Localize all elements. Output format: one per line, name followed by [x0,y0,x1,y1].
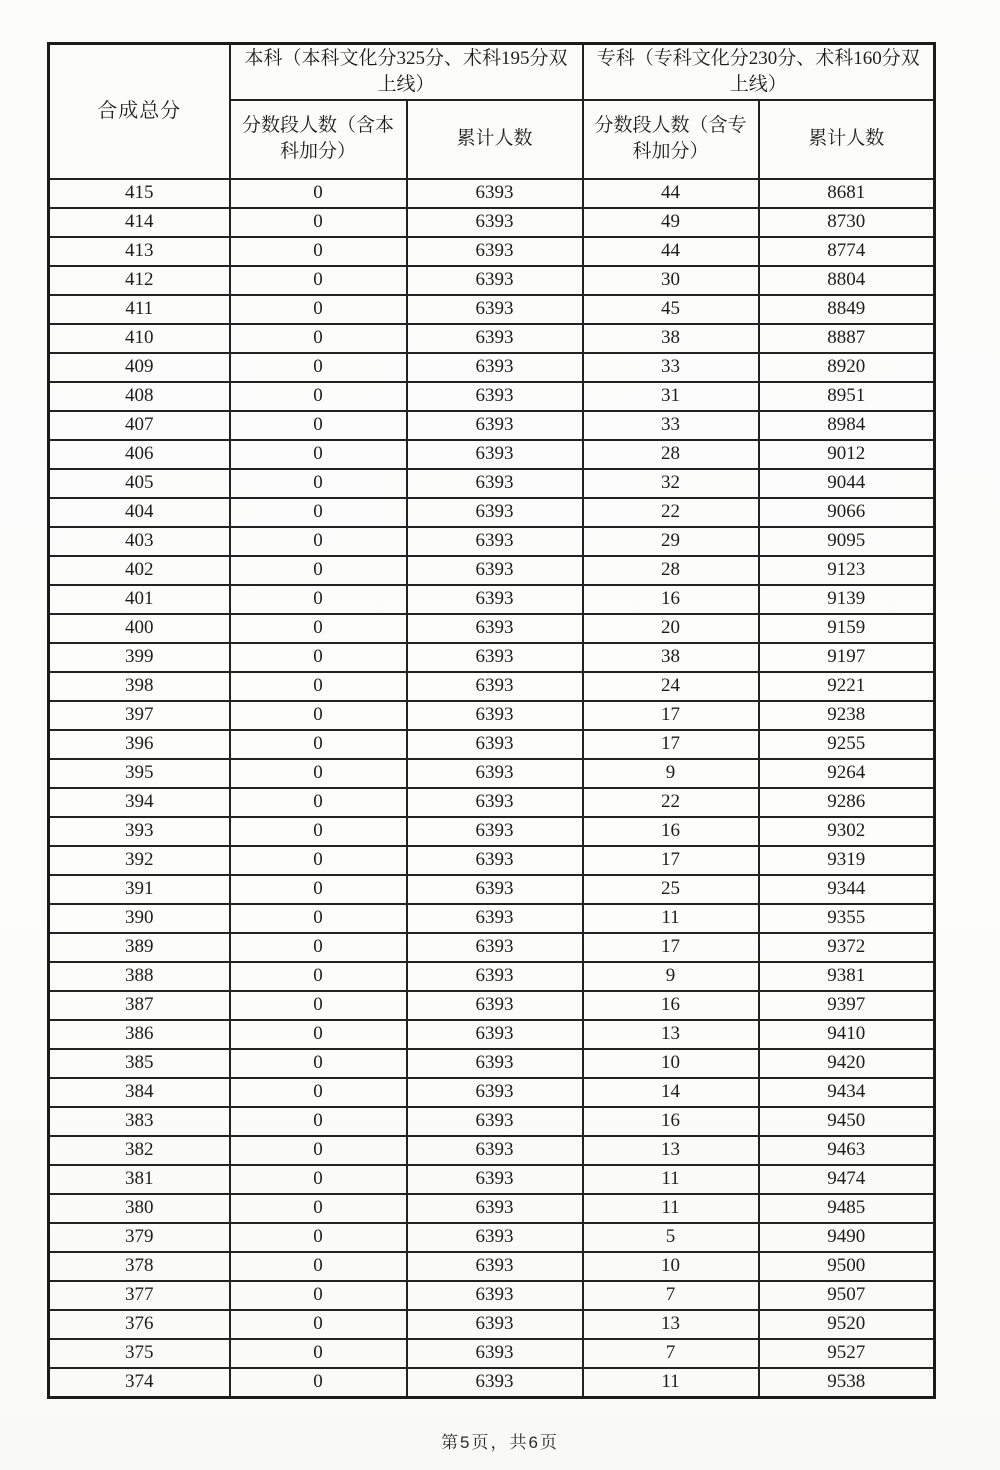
table-row [49,208,935,237]
benke-cumulative-cell: 6393 [407,672,583,701]
group-header-row [49,44,935,100]
zhuanke-cumulative-cell: 8804 [759,266,935,295]
zhuanke-segment-count-cell: 7 [583,1339,759,1368]
composite-score-cell: 404 [49,498,230,527]
benke-segment-count-cell: 0 [230,1049,407,1078]
composite-score-cell: 410 [49,324,230,353]
composite-score-cell: 391 [49,875,230,904]
benke-segment-count-cell: 0 [230,701,407,730]
benke-segment-count-cell: 0 [230,411,407,440]
composite-score-cell: 380 [49,1194,230,1223]
composite-score-cell: 387 [49,991,230,1020]
benke-cumulative-cell: 6393 [407,788,583,817]
corner-header-composite-score: 合成总分 [49,44,230,179]
zhuanke-cumulative-cell: 8681 [759,179,935,208]
zhuanke-segment-count-cell: 29 [583,527,759,556]
group-header-benke: 本科（本科文化分325分、术科195分双上线） [230,44,583,100]
benke-cumulative-cell: 6393 [407,266,583,295]
table-row [49,1049,935,1078]
benke-cumulative-cell: 6393 [407,962,583,991]
zhuanke-segment-count-cell: 10 [583,1252,759,1281]
benke-segment-count-cell: 0 [230,1252,407,1281]
table-row [49,324,935,353]
composite-score-cell: 403 [49,527,230,556]
table-row [49,353,935,382]
zhuanke-segment-count-cell: 31 [583,382,759,411]
composite-score-cell: 385 [49,1049,230,1078]
zhuanke-cumulative-cell: 8849 [759,295,935,324]
benke-segment-count-cell: 0 [230,614,407,643]
composite-score-cell: 393 [49,817,230,846]
benke-segment-count-cell: 0 [230,846,407,875]
zhuanke-cumulative-cell: 9450 [759,1107,935,1136]
benke-segment-count-cell: 0 [230,1107,407,1136]
table-header [49,44,935,179]
zhuanke-segment-count-cell: 16 [583,585,759,614]
benke-segment-count-cell: 0 [230,469,407,498]
zhuanke-segment-count-cell: 25 [583,875,759,904]
benke-segment-count-cell: 0 [230,672,407,701]
benke-segment-count-cell: 0 [230,1194,407,1223]
composite-score-cell: 381 [49,1165,230,1194]
table-row [49,846,935,875]
zhuanke-cumulative-cell: 9381 [759,962,935,991]
benke-segment-count-cell: 0 [230,498,407,527]
zhuanke-cumulative-cell: 9319 [759,846,935,875]
composite-score-cell: 375 [49,1339,230,1368]
zhuanke-segment-count-cell: 13 [583,1020,759,1049]
table-row [49,1194,935,1223]
zhuanke-cumulative-cell: 9255 [759,730,935,759]
zhuanke-segment-count-cell: 38 [583,643,759,672]
zhuanke-segment-count-cell: 49 [583,208,759,237]
zhuanke-segment-count-cell: 32 [583,469,759,498]
composite-score-cell: 383 [49,1107,230,1136]
benke-cumulative-cell: 6393 [407,1165,583,1194]
composite-score-cell: 413 [49,237,230,266]
zhuanke-cumulative-cell: 9372 [759,933,935,962]
benke-segment-count-cell: 0 [230,962,407,991]
zhuanke-cumulative-cell: 9397 [759,991,935,1020]
zhuanke-cumulative-cell: 9264 [759,759,935,788]
sub-header-benke-cumulative: 累计人数 [407,100,583,179]
zhuanke-cumulative-cell: 9095 [759,527,935,556]
benke-cumulative-cell: 6393 [407,1107,583,1136]
benke-segment-count-cell: 0 [230,382,407,411]
table-row [49,759,935,788]
zhuanke-cumulative-cell: 9538 [759,1368,935,1398]
zhuanke-segment-count-cell: 33 [583,411,759,440]
composite-score-cell: 377 [49,1281,230,1310]
zhuanke-cumulative-cell: 9485 [759,1194,935,1223]
benke-segment-count-cell: 0 [230,527,407,556]
benke-segment-count-cell: 0 [230,875,407,904]
zhuanke-cumulative-cell: 8984 [759,411,935,440]
benke-segment-count-cell: 0 [230,933,407,962]
composite-score-cell: 390 [49,904,230,933]
table-row [49,933,935,962]
zhuanke-segment-count-cell: 38 [583,324,759,353]
composite-score-cell: 400 [49,614,230,643]
zhuanke-cumulative-cell: 9420 [759,1049,935,1078]
zhuanke-cumulative-cell: 9490 [759,1223,935,1252]
table-row [49,266,935,295]
composite-score-cell: 378 [49,1252,230,1281]
table-body [49,179,935,1398]
benke-cumulative-cell: 6393 [407,1194,583,1223]
benke-cumulative-cell: 6393 [407,1078,583,1107]
composite-score-cell: 398 [49,672,230,701]
benke-segment-count-cell: 0 [230,585,407,614]
table-row [49,1165,935,1194]
table-row [49,962,935,991]
table-row [49,1078,935,1107]
composite-score-cell: 407 [49,411,230,440]
composite-score-cell: 415 [49,179,230,208]
group-header-zhuanke: 专科（专科文化分230分、术科160分双上线） [583,44,935,100]
zhuanke-segment-count-cell: 13 [583,1136,759,1165]
zhuanke-cumulative-cell: 9474 [759,1165,935,1194]
zhuanke-segment-count-cell: 30 [583,266,759,295]
zhuanke-segment-count-cell: 11 [583,1165,759,1194]
table-row [49,1107,935,1136]
composite-score-cell: 395 [49,759,230,788]
table-row [49,730,935,759]
zhuanke-cumulative-cell: 9507 [759,1281,935,1310]
table-row [49,643,935,672]
composite-score-cell: 382 [49,1136,230,1165]
benke-segment-count-cell: 0 [230,730,407,759]
composite-score-cell: 394 [49,788,230,817]
composite-score-cell: 412 [49,266,230,295]
zhuanke-cumulative-cell: 9238 [759,701,935,730]
sub-header-benke-segment-count: 分数段人数（含本科加分） [230,100,407,179]
benke-cumulative-cell: 6393 [407,1223,583,1252]
zhuanke-segment-count-cell: 16 [583,817,759,846]
zhuanke-cumulative-cell: 9355 [759,904,935,933]
zhuanke-cumulative-cell: 9139 [759,585,935,614]
zhuanke-segment-count-cell: 28 [583,440,759,469]
zhuanke-segment-count-cell: 17 [583,846,759,875]
benke-segment-count-cell: 0 [230,1020,407,1049]
table-row [49,788,935,817]
table-row [49,1136,935,1165]
benke-cumulative-cell: 6393 [407,324,583,353]
benke-segment-count-cell: 0 [230,237,407,266]
table-row [49,237,935,266]
benke-segment-count-cell: 0 [230,991,407,1020]
benke-cumulative-cell: 6393 [407,701,583,730]
benke-cumulative-cell: 6393 [407,585,583,614]
composite-score-cell: 414 [49,208,230,237]
benke-cumulative-cell: 6393 [407,817,583,846]
benke-cumulative-cell: 6393 [407,1339,583,1368]
zhuanke-cumulative-cell: 9123 [759,556,935,585]
table-row [49,817,935,846]
benke-cumulative-cell: 6393 [407,643,583,672]
benke-cumulative-cell: 6393 [407,1020,583,1049]
zhuanke-segment-count-cell: 7 [583,1281,759,1310]
zhuanke-segment-count-cell: 24 [583,672,759,701]
benke-segment-count-cell: 0 [230,1078,407,1107]
table-row [49,1281,935,1310]
benke-segment-count-cell: 0 [230,179,407,208]
zhuanke-segment-count-cell: 28 [583,556,759,585]
table-row [49,1310,935,1339]
zhuanke-cumulative-cell: 9520 [759,1310,935,1339]
benke-segment-count-cell: 0 [230,1310,407,1339]
zhuanke-segment-count-cell: 9 [583,759,759,788]
zhuanke-segment-count-cell: 9 [583,962,759,991]
benke-cumulative-cell: 6393 [407,353,583,382]
benke-cumulative-cell: 6393 [407,440,583,469]
zhuanke-segment-count-cell: 22 [583,498,759,527]
benke-cumulative-cell: 6393 [407,846,583,875]
table-row [49,382,935,411]
benke-cumulative-cell: 6393 [407,382,583,411]
composite-score-cell: 379 [49,1223,230,1252]
zhuanke-segment-count-cell: 17 [583,933,759,962]
zhuanke-segment-count-cell: 33 [583,353,759,382]
benke-cumulative-cell: 6393 [407,208,583,237]
page-footer: 第5页，共6页 [441,1433,559,1452]
benke-segment-count-cell: 0 [230,556,407,585]
zhuanke-cumulative-cell: 9302 [759,817,935,846]
composite-score-cell: 409 [49,353,230,382]
table-row [49,1020,935,1049]
table-row [49,1252,935,1281]
zhuanke-segment-count-cell: 13 [583,1310,759,1339]
zhuanke-cumulative-cell: 9197 [759,643,935,672]
table-row [49,585,935,614]
zhuanke-segment-count-cell: 14 [583,1078,759,1107]
benke-segment-count-cell: 0 [230,1368,407,1398]
benke-cumulative-cell: 6393 [407,1281,583,1310]
benke-segment-count-cell: 0 [230,1281,407,1310]
table-row [49,179,935,208]
composite-score-cell: 386 [49,1020,230,1049]
benke-segment-count-cell: 0 [230,1136,407,1165]
benke-segment-count-cell: 0 [230,1165,407,1194]
zhuanke-cumulative-cell: 9344 [759,875,935,904]
sub-header-zhuanke-cumulative: 累计人数 [759,100,935,179]
composite-score-cell: 392 [49,846,230,875]
benke-segment-count-cell: 0 [230,643,407,672]
zhuanke-segment-count-cell: 44 [583,179,759,208]
zhuanke-cumulative-cell: 9066 [759,498,935,527]
zhuanke-cumulative-cell: 9410 [759,1020,935,1049]
benke-segment-count-cell: 0 [230,295,407,324]
benke-segment-count-cell: 0 [230,208,407,237]
zhuanke-cumulative-cell: 9012 [759,440,935,469]
zhuanke-segment-count-cell: 44 [583,237,759,266]
zhuanke-cumulative-cell: 8951 [759,382,935,411]
zhuanke-cumulative-cell: 8774 [759,237,935,266]
benke-segment-count-cell: 0 [230,1339,407,1368]
composite-score-cell: 399 [49,643,230,672]
benke-segment-count-cell: 0 [230,353,407,382]
zhuanke-segment-count-cell: 5 [583,1223,759,1252]
benke-cumulative-cell: 6393 [407,556,583,585]
composite-score-cell: 397 [49,701,230,730]
zhuanke-cumulative-cell: 8887 [759,324,935,353]
zhuanke-cumulative-cell: 9434 [759,1078,935,1107]
benke-cumulative-cell: 6393 [407,875,583,904]
benke-cumulative-cell: 6393 [407,991,583,1020]
benke-cumulative-cell: 6393 [407,1136,583,1165]
table-row [49,440,935,469]
zhuanke-cumulative-cell: 9159 [759,614,935,643]
composite-score-cell: 374 [49,1368,230,1398]
benke-cumulative-cell: 6393 [407,237,583,266]
composite-score-cell: 408 [49,382,230,411]
zhuanke-segment-count-cell: 11 [583,1368,759,1398]
table-row [49,556,935,585]
composite-score-cell: 405 [49,469,230,498]
zhuanke-cumulative-cell: 9500 [759,1252,935,1281]
composite-score-cell: 389 [49,933,230,962]
benke-cumulative-cell: 6393 [407,1049,583,1078]
benke-cumulative-cell: 6393 [407,759,583,788]
score-distribution-table [47,42,936,1399]
zhuanke-segment-count-cell: 11 [583,904,759,933]
benke-segment-count-cell: 0 [230,1223,407,1252]
composite-score-cell: 401 [49,585,230,614]
zhuanke-segment-count-cell: 17 [583,701,759,730]
zhuanke-segment-count-cell: 17 [583,730,759,759]
composite-score-cell: 402 [49,556,230,585]
zhuanke-cumulative-cell: 9527 [759,1339,935,1368]
table-row [49,614,935,643]
composite-score-cell: 406 [49,440,230,469]
zhuanke-segment-count-cell: 11 [583,1194,759,1223]
zhuanke-segment-count-cell: 45 [583,295,759,324]
benke-cumulative-cell: 6393 [407,933,583,962]
benke-cumulative-cell: 6393 [407,527,583,556]
zhuanke-cumulative-cell: 9286 [759,788,935,817]
benke-cumulative-cell: 6393 [407,179,583,208]
table-row [49,1223,935,1252]
zhuanke-cumulative-cell: 8730 [759,208,935,237]
benke-cumulative-cell: 6393 [407,469,583,498]
benke-segment-count-cell: 0 [230,788,407,817]
benke-segment-count-cell: 0 [230,440,407,469]
table-row [49,527,935,556]
benke-cumulative-cell: 6393 [407,498,583,527]
benke-cumulative-cell: 6393 [407,1310,583,1339]
table-row [49,498,935,527]
benke-cumulative-cell: 6393 [407,904,583,933]
composite-score-cell: 411 [49,295,230,324]
zhuanke-segment-count-cell: 10 [583,1049,759,1078]
table-row [49,295,935,324]
table-row [49,1368,935,1398]
benke-segment-count-cell: 0 [230,904,407,933]
benke-segment-count-cell: 0 [230,324,407,353]
benke-segment-count-cell: 0 [230,759,407,788]
benke-segment-count-cell: 0 [230,817,407,846]
composite-score-cell: 376 [49,1310,230,1339]
benke-cumulative-cell: 6393 [407,1252,583,1281]
zhuanke-segment-count-cell: 16 [583,1107,759,1136]
benke-cumulative-cell: 6393 [407,295,583,324]
zhuanke-cumulative-cell: 9463 [759,1136,935,1165]
composite-score-cell: 384 [49,1078,230,1107]
zhuanke-cumulative-cell: 9221 [759,672,935,701]
table-row [49,411,935,440]
benke-cumulative-cell: 6393 [407,730,583,759]
benke-cumulative-cell: 6393 [407,411,583,440]
benke-segment-count-cell: 0 [230,266,407,295]
composite-score-cell: 396 [49,730,230,759]
table-row [49,469,935,498]
table-row [49,1339,935,1368]
benke-cumulative-cell: 6393 [407,1368,583,1398]
table-row [49,875,935,904]
zhuanke-cumulative-cell: 9044 [759,469,935,498]
zhuanke-segment-count-cell: 22 [583,788,759,817]
composite-score-cell: 388 [49,962,230,991]
zhuanke-segment-count-cell: 20 [583,614,759,643]
sub-header-zhuanke-segment-count: 分数段人数（含专科加分） [583,100,759,179]
zhuanke-segment-count-cell: 16 [583,991,759,1020]
table-row [49,904,935,933]
benke-cumulative-cell: 6393 [407,614,583,643]
zhuanke-cumulative-cell: 8920 [759,353,935,382]
table-row [49,672,935,701]
table-row [49,701,935,730]
table-row [49,991,935,1020]
